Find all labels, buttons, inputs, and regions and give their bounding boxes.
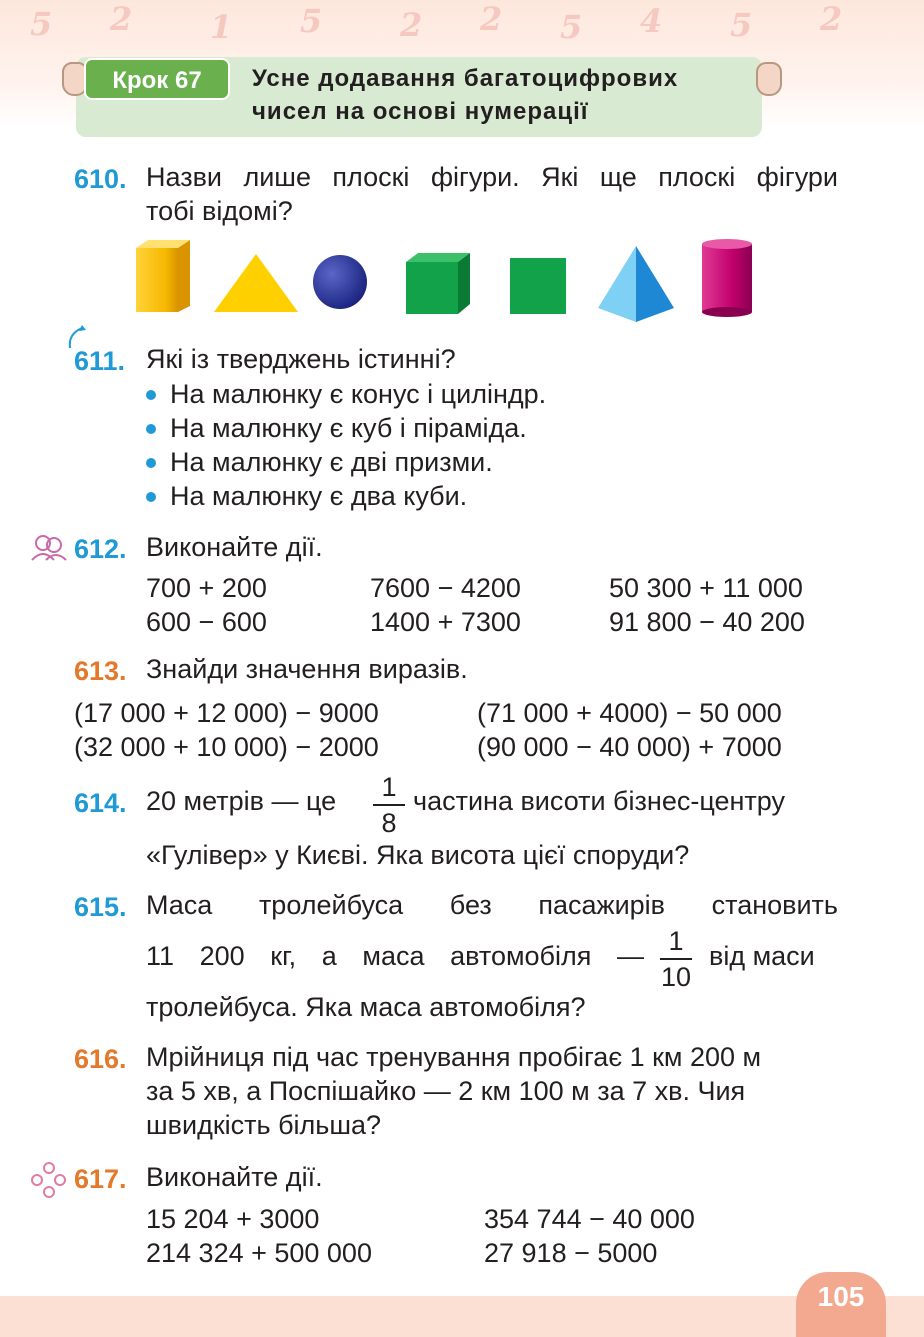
green-cube-icon [406, 253, 470, 314]
task-610-line1: Назви лише плоскі фігури. Які ще плоскі фігури [146, 162, 838, 192]
task-615-line1: Маса тролейбуса без пасажирів становить [146, 890, 838, 920]
task-611-item: На малюнку є конус і циліндр. [170, 379, 547, 409]
task-number-614: 614. [74, 788, 127, 818]
fraction-denominator: 8 [381, 808, 397, 838]
expression: (17 000 + 12 000) − 9000 [74, 698, 379, 728]
expression: 50 300 + 11 000 [609, 573, 803, 603]
expression: 600 − 600 [146, 607, 267, 637]
bullet-icon [146, 424, 156, 434]
expression: 27 918 − 5000 [484, 1238, 658, 1268]
task-616-line1: Мрійниця під час тренування пробігає 1 км 200 м [146, 1042, 762, 1072]
task-611-question: Які із тверджень істинні? [146, 344, 456, 374]
task-number-611: 611. [74, 346, 126, 376]
task-610-line2: тобі відомі? [146, 196, 293, 226]
expression: 7600 − 4200 [370, 573, 521, 603]
expression: 354 744 − 40 000 [484, 1204, 695, 1234]
task-611-item: На малюнку є дві призми. [170, 447, 493, 477]
step-label: Крок 67 [84, 58, 230, 100]
shapes-illustration [130, 236, 790, 326]
bullet-icon [146, 390, 156, 400]
green-square-icon [510, 258, 566, 314]
group-work-icon [30, 1162, 68, 1198]
expression: 91 800 − 40 200 [609, 607, 805, 637]
expression: 700 + 200 [146, 573, 267, 603]
expression: (71 000 + 4000) − 50 000 [477, 698, 782, 728]
expression: 214 324 + 500 000 [146, 1238, 372, 1268]
magenta-cylinder-icon [702, 239, 752, 317]
page-number: 105 [796, 1272, 886, 1337]
task-615-line3: тролейбуса. Яка маса автомобіля? [146, 992, 586, 1022]
task-number-615: 615. [74, 892, 127, 922]
task-611-item: На малюнку є куб і піраміда. [170, 413, 527, 443]
expression: 15 204 + 3000 [146, 1204, 320, 1234]
blue-pyramid-icon [598, 246, 674, 322]
yellow-prism-icon [136, 240, 190, 312]
fraction-bar [373, 804, 405, 806]
task-614-after: частина висоти бізнес-центру [413, 786, 785, 816]
task-615-line2-before: 11 200 кг, а маса автомобіля — [146, 941, 644, 971]
pair-work-icon [30, 532, 68, 562]
fraction-one-tenth [656, 926, 696, 992]
expression: 1400 + 7300 [370, 607, 521, 637]
fraction-denominator: 10 [660, 962, 692, 992]
task-612-text: Виконайте дії. [146, 532, 323, 562]
fraction-bar [660, 958, 692, 960]
task-number-616: 616. [74, 1044, 127, 1074]
fraction-one-eighth [369, 772, 409, 838]
task-611-item: На малюнку є два куби. [170, 481, 468, 511]
fraction-numerator: 1 [381, 772, 397, 802]
task-615-line2-after: від маси [709, 941, 815, 971]
task-617-text: Виконайте дії. [146, 1162, 323, 1192]
task-number-612: 612. [74, 534, 127, 564]
task-614-before: 20 метрів — це [146, 786, 337, 816]
task-number-613: 613. [74, 656, 127, 686]
bullet-icon [146, 458, 156, 468]
task-613-text: Знайди значення виразів. [146, 654, 468, 684]
bottom-page-curve [0, 1296, 924, 1337]
task-number-610: 610. [74, 164, 127, 194]
fraction-numerator: 1 [668, 926, 684, 956]
right-hand-icon [756, 62, 782, 96]
bullet-icon [146, 492, 156, 502]
lesson-title: Усне додавання багатоцифрових чисел на основі нумерації [252, 65, 679, 125]
task-number-617: 617. [74, 1164, 127, 1194]
blue-sphere-icon [313, 255, 367, 309]
yellow-triangle-icon [214, 254, 298, 312]
task-614-line2: «Гулівер» у Києві. Яка висота цієї споруди? [146, 840, 690, 870]
task-616-line2: за 5 хв, а Поспішайко — 2 км 100 м за 7 хв. Чия [146, 1076, 746, 1106]
expression: (32 000 + 10 000) − 2000 [74, 732, 379, 762]
expression: (90 000 − 40 000) + 7000 [477, 732, 782, 762]
task-616-line3: швидкість більша? [146, 1110, 382, 1140]
background-digits-decoration: 5 2 1 5 2 2 5 4 5 2 [30, 0, 843, 46]
